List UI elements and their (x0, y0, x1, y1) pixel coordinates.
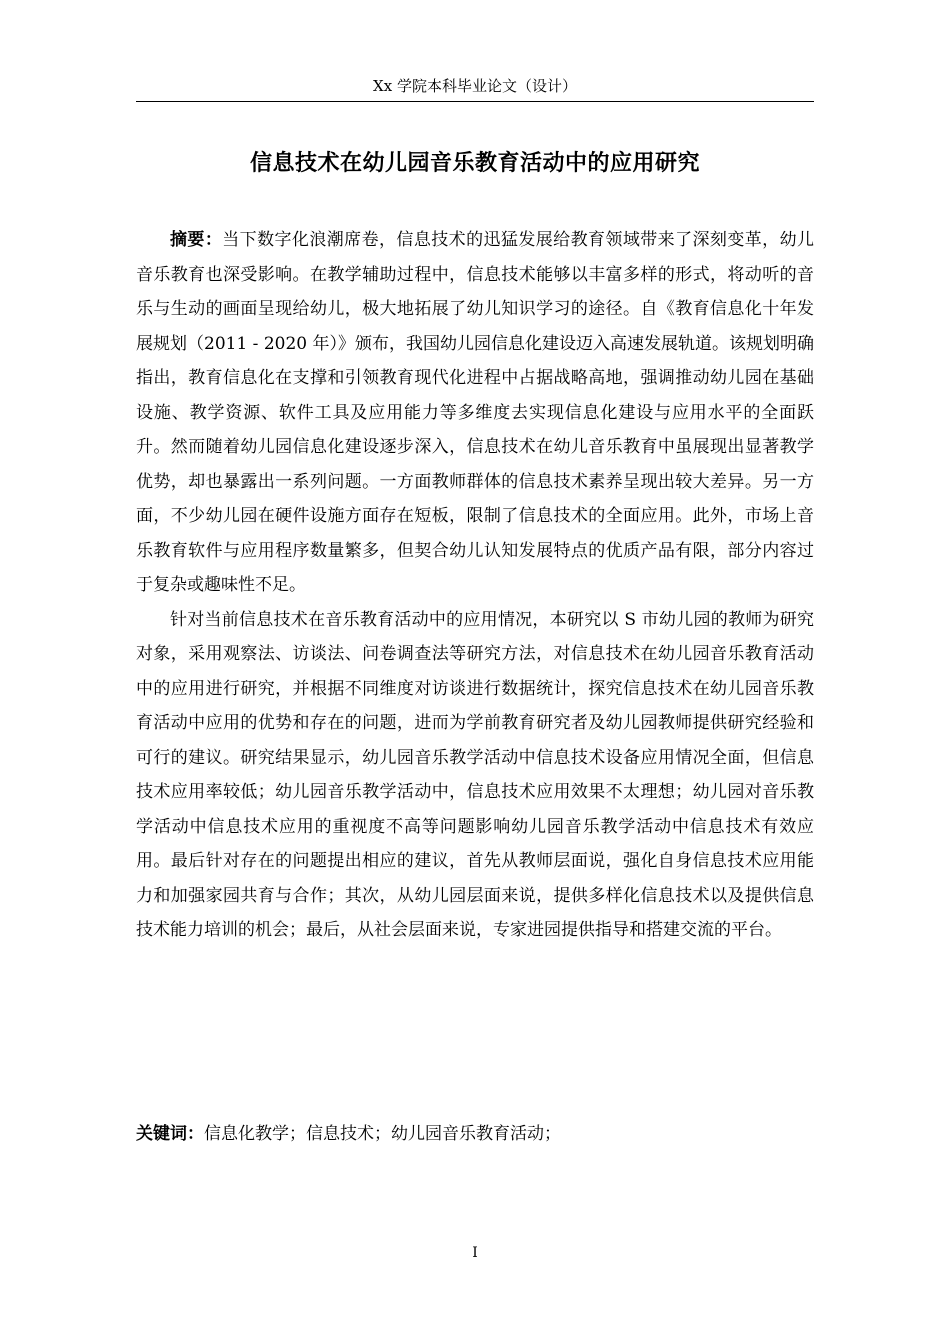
abstract-label: 摘要： (170, 230, 223, 250)
abstract-paragraph-1-text: 当下数字化浪潮席卷，信息技术的迅猛发展给教育领域带来了深刻变革，幼儿音乐教育也深受影响。在教学辅助过程中，信息技术能够以丰富多样的形式，将动听的音乐与生动的画面呈现给幼儿，极大地拓展了幼儿知识学习的途径。自《教育信息化十年发展规划（2011 - 2020 年）》颁布，我国幼儿园信息化建设迈入高速发展轨道。该规划明确指出，教育信息化在支撑和引领教育现代化进程中占据战略高地，强调推动幼儿园在基础设施、教学资源、软件工具及应用能力等多维度去实现信息化建设与应用水平的全面跃升。然而随着幼儿园信息化建设逐步深入，信息技术在幼儿音乐教育中虽展现出显著教学优势，却也暴露出一系列问题。一方面教师群体的信息技术素养呈现出较大差异。另一方面，不少幼儿园在硬件设施方面存在短板，限制了信息技术的全面应用。此外，市场上音乐教育软件与应用程序数量繁多，但契合幼儿认知发展特点的优质产品有限，部分内容过于复杂或趣味性不足。 (136, 230, 814, 595)
header-divider (136, 101, 814, 102)
abstract-section (136, 223, 814, 948)
page-number: I (472, 1245, 478, 1261)
keywords-label: 关键词： (136, 1124, 204, 1144)
keywords-text: 信息化教学；信息技术；幼儿园音乐教育活动； (204, 1124, 561, 1144)
abstract-paragraph-2-text: 针对当前信息技术在音乐教育活动中的应用情况，本研究以 S 市幼儿园的教师为研究对象，采用观察法、访谈法、问卷调查法等研究方法，对信息技术在幼儿园音乐教育活动中的应用进行研究，并根据不同维度对访谈进行数据统计，探究信息技术在幼儿园音乐教育活动中应用的优势和存在的问题，进而为学前教育研究者及幼儿园教师提供研究经验和可行的建议。研究结果显示，幼儿园音乐教学活动中信息技术设备应用情况全面，但信息技术应用率较低；幼儿园音乐教学活动中，信息技术应用效果不太理想；幼儿园对音乐教学活动中信息技术应用的重视度不高等问题影响幼儿园音乐教学活动中信息技术有效应用。最后针对存在的问题提出相应的建议，首先从教师层面说，强化自身信息技术应用能力和加强家园共育与合作；其次，从幼儿园层面来说，提供多样化信息技术以及提供信息技术能力培训的机会；最后，从社会层面来说，专家进园提供指导和搭建交流的平台。 (136, 609, 814, 940)
paper-title: 信息技术在幼儿园音乐教育活动中的应用研究 (249, 151, 700, 176)
keywords-section (136, 1118, 814, 1150)
abstract-paragraph-2 (136, 603, 814, 948)
running-header: Xx 学院本科毕业论文（设计） (373, 77, 577, 95)
abstract-paragraph-1 (136, 223, 814, 603)
